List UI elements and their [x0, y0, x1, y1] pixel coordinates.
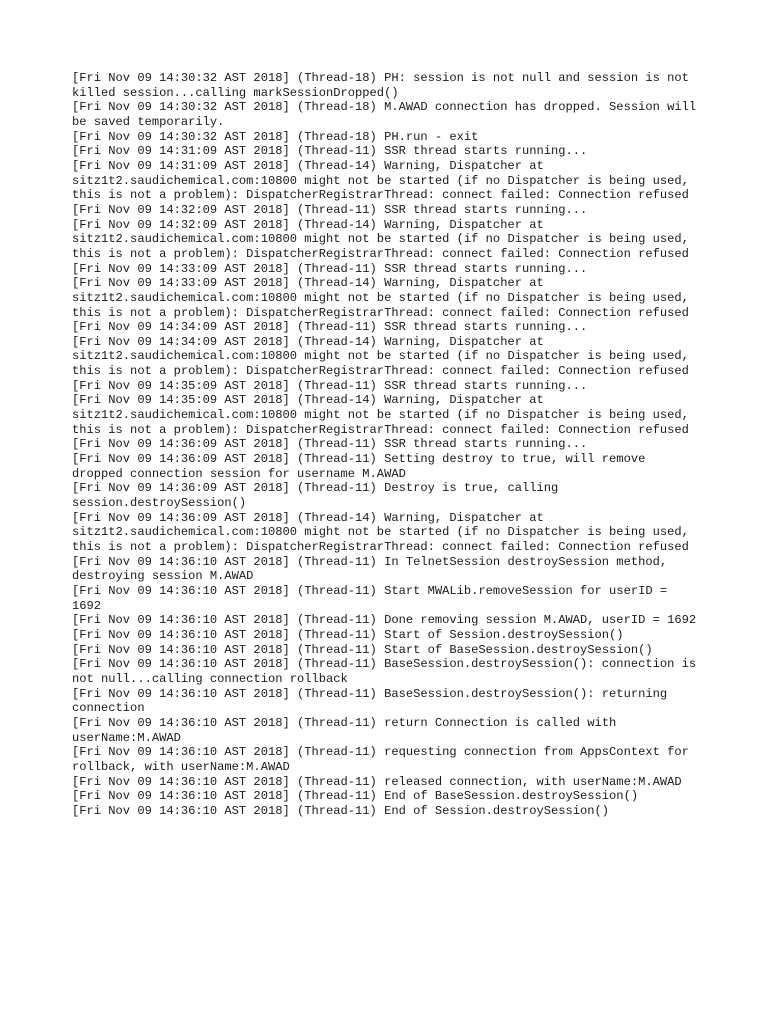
log-line: [Fri Nov 09 14:36:10 AST 2018] (Thread-11) return Connection is called with userName:M.AWAD	[72, 715, 624, 745]
log-line: [Fri Nov 09 14:34:09 AST 2018] (Thread-11) SSR thread starts running...	[72, 320, 588, 335]
log-line: [Fri Nov 09 14:30:32 AST 2018] (Thread-18) PH.run - exit	[72, 129, 479, 144]
log-line: [Fri Nov 09 14:36:09 AST 2018] (Thread-14) Warning, Dispatcher at sitz1t2.saudichemical.com:10800 might not be started (if no Dispatcher is being used, this is not a problem): DispatcherRegistrarThread: connect failed: Connection refused	[72, 510, 697, 554]
log-line: [Fri Nov 09 14:36:10 AST 2018] (Thread-11) Start of BaseSession.destroySession()	[72, 642, 653, 657]
log-line: [Fri Nov 09 14:36:10 AST 2018] (Thread-11) Done removing session M.AWAD, userID = 1692	[72, 613, 697, 628]
log-line: [Fri Nov 09 14:36:10 AST 2018] (Thread-11) released connection, with userName:M.AWAD	[72, 774, 682, 789]
log-line: [Fri Nov 09 14:36:10 AST 2018] (Thread-11) BaseSession.destroySession(): connection is not null...calling connection rollback	[72, 657, 704, 686]
log-document	[72, 71, 702, 818]
log-line: [Fri Nov 09 14:36:10 AST 2018] (Thread-11) requesting connection from AppsContext for rollback, with userName:M.AWAD	[72, 745, 697, 774]
log-line: [Fri Nov 09 14:33:09 AST 2018] (Thread-14) Warning, Dispatcher at sitz1t2.saudichemical.com:10800 might not be started (if no Dispatcher is being used, this is not a problem): DispatcherRegistrarThread: connect failed: Connection refused	[72, 276, 697, 320]
log-line: [Fri Nov 09 14:36:10 AST 2018] (Thread-11) Start MWALib.removeSession for userID = 1692	[72, 583, 675, 613]
log-line: [Fri Nov 09 14:31:09 AST 2018] (Thread-14) Warning, Dispatcher at sitz1t2.saudichemical.com:10800 might not be started (if no Dispatcher is being used, this is not a problem): DispatcherRegistrarThread: connect failed: Connection refused	[72, 158, 697, 203]
log-line: [Fri Nov 09 14:36:09 AST 2018] (Thread-11) Setting destroy to true, will remove dropped connection session for username M.AWAD	[72, 452, 653, 481]
log-line: [Fri Nov 09 14:33:09 AST 2018] (Thread-11) SSR thread starts running...	[72, 261, 588, 276]
log-line: [Fri Nov 09 14:36:09 AST 2018] (Thread-11) SSR thread starts running...	[72, 437, 588, 452]
log-line: [Fri Nov 09 14:34:09 AST 2018] (Thread-14) Warning, Dispatcher at sitz1t2.saudichemical.com:10800 might not be started (if no Dispatcher is being used, this is not a problem): DispatcherRegistrarThread: connect failed: Connection refused	[72, 334, 697, 379]
log-line: [Fri Nov 09 14:36:10 AST 2018] (Thread-11) BaseSession.destroySession(): returning connection	[72, 686, 675, 716]
log-line: [Fri Nov 09 14:36:10 AST 2018] (Thread-11) Start of Session.destroySession()	[72, 627, 624, 642]
log-line: [Fri Nov 09 14:32:09 AST 2018] (Thread-11) SSR thread starts running...	[72, 202, 588, 217]
log-line: [Fri Nov 09 14:36:10 AST 2018] (Thread-11) In TelnetSession destroySession method, destroying session M.AWAD	[72, 554, 675, 584]
log-line: [Fri Nov 09 14:35:09 AST 2018] (Thread-11) SSR thread starts running...	[72, 378, 588, 393]
log-line: [Fri Nov 09 14:35:09 AST 2018] (Thread-14) Warning, Dispatcher at sitz1t2.saudichemical.com:10800 might not be started (if no Dispatcher is being used, this is not a problem): DispatcherRegistrarThread: connect failed: Connection refused	[72, 393, 697, 437]
log-line: [Fri Nov 09 14:31:09 AST 2018] (Thread-11) SSR thread starts running...	[72, 144, 588, 159]
log-line: [Fri Nov 09 14:30:32 AST 2018] (Thread-18) M.AWAD connection has dropped. Session will be saved temporarily.	[72, 100, 704, 129]
log-line: [Fri Nov 09 14:36:10 AST 2018] (Thread-11) End of Session.destroySession()	[72, 803, 610, 818]
log-line: [Fri Nov 09 14:36:10 AST 2018] (Thread-11) End of BaseSession.destroySession()	[72, 789, 639, 804]
log-line: [Fri Nov 09 14:32:09 AST 2018] (Thread-14) Warning, Dispatcher at sitz1t2.saudichemical.com:10800 might not be started (if no Dispatcher is being used, this is not a problem): DispatcherRegistrarThread: connect failed: Connection refused	[72, 217, 697, 261]
log-line: [Fri Nov 09 14:36:09 AST 2018] (Thread-11) Destroy is true, calling session.destroySession()	[72, 481, 566, 511]
log-line: [Fri Nov 09 14:30:32 AST 2018] (Thread-18) PH: session is not null and session is not killed session...calling markSessionDropped()	[72, 71, 697, 100]
